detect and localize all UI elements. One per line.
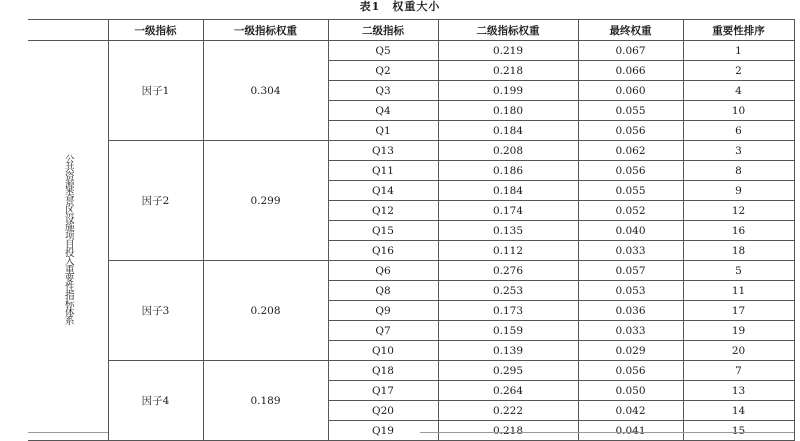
- header-rank: 重要性排序: [683, 20, 794, 41]
- indicator-code: Q9: [328, 301, 438, 321]
- indicator-code: Q11: [328, 161, 438, 181]
- indicator-code: Q16: [328, 241, 438, 261]
- factor-weight: 0.299: [203, 141, 328, 261]
- final-weight: 0.052: [578, 201, 683, 221]
- factor-weight: 0.304: [203, 41, 328, 141]
- final-weight: 0.057: [578, 261, 683, 281]
- indicator-weight: 0.218: [438, 421, 578, 441]
- indicator-code: Q8: [328, 281, 438, 301]
- indicator-code: Q6: [328, 261, 438, 281]
- indicator-weight: 0.112: [438, 241, 578, 261]
- header-level1: 一级指标: [108, 20, 203, 41]
- indicator-weight: 0.173: [438, 301, 578, 321]
- final-weight: 0.056: [578, 361, 683, 381]
- final-weight: 0.066: [578, 61, 683, 81]
- bottom-rule-left: [28, 432, 108, 433]
- indicator-code: Q2: [328, 61, 438, 81]
- importance-rank: 15: [683, 421, 794, 441]
- importance-rank: 17: [683, 301, 794, 321]
- final-weight: 0.042: [578, 401, 683, 421]
- indicator-code: Q1: [328, 121, 438, 141]
- table-row: [28, 261, 794, 281]
- final-weight: 0.033: [578, 241, 683, 261]
- indicator-code: Q18: [328, 361, 438, 381]
- indicator-weight: 0.159: [438, 321, 578, 341]
- header-blank: [28, 20, 108, 41]
- indicator-weight: 0.276: [438, 261, 578, 281]
- indicator-weight: 0.180: [438, 101, 578, 121]
- indicator-code: Q10: [328, 341, 438, 361]
- final-weight: 0.055: [578, 101, 683, 121]
- indicator-weight: 0.135: [438, 221, 578, 241]
- final-weight: 0.041: [578, 421, 683, 441]
- indicator-weight: 0.295: [438, 361, 578, 381]
- importance-rank: 20: [683, 341, 794, 361]
- indicator-weight: 0.186: [438, 161, 578, 181]
- importance-rank: 4: [683, 81, 794, 101]
- header-row: [28, 20, 794, 41]
- weight-table: [28, 19, 795, 441]
- indicator-code: Q15: [328, 221, 438, 241]
- final-weight: 0.056: [578, 161, 683, 181]
- indicator-weight: 0.139: [438, 341, 578, 361]
- indicator-weight: 0.219: [438, 41, 578, 61]
- final-weight: 0.036: [578, 301, 683, 321]
- indicator-code: Q7: [328, 321, 438, 341]
- final-weight: 0.060: [578, 81, 683, 101]
- final-weight: 0.055: [578, 181, 683, 201]
- indicator-weight: 0.174: [438, 201, 578, 221]
- importance-rank: 19: [683, 321, 794, 341]
- importance-rank: 11: [683, 281, 794, 301]
- indicator-weight: 0.208: [438, 141, 578, 161]
- indicator-weight: 0.199: [438, 81, 578, 101]
- indicator-weight: 0.184: [438, 121, 578, 141]
- table-row: [28, 361, 794, 381]
- header-final-weight: 最终权重: [578, 20, 683, 41]
- indicator-code: Q12: [328, 201, 438, 221]
- importance-rank: 12: [683, 201, 794, 221]
- indicator-code: Q13: [328, 141, 438, 161]
- indicator-weight: 0.222: [438, 401, 578, 421]
- final-weight: 0.033: [578, 321, 683, 341]
- final-weight: 0.040: [578, 221, 683, 241]
- importance-rank: 16: [683, 221, 794, 241]
- indicator-code: Q20: [328, 401, 438, 421]
- indicator-code: Q4: [328, 101, 438, 121]
- importance-rank: 14: [683, 401, 794, 421]
- header-level2-weight: 二级指标权重: [438, 20, 578, 41]
- importance-rank: 9: [683, 181, 794, 201]
- final-weight: 0.062: [578, 141, 683, 161]
- importance-rank: 7: [683, 361, 794, 381]
- indicator-code: Q19: [328, 421, 438, 441]
- factor-name: 因子4: [108, 361, 203, 441]
- factor-name: 因子3: [108, 261, 203, 361]
- indicator-code: Q14: [328, 181, 438, 201]
- factor-weight: 0.208: [203, 261, 328, 361]
- indicator-code: Q17: [328, 381, 438, 401]
- importance-rank: 6: [683, 121, 794, 141]
- importance-rank: 1: [683, 41, 794, 61]
- system-label-cell: [28, 41, 108, 441]
- factor-name: 因子1: [108, 41, 203, 141]
- importance-rank: 18: [683, 241, 794, 261]
- final-weight: 0.050: [578, 381, 683, 401]
- importance-rank: 8: [683, 161, 794, 181]
- system-label: 公共资源类景区设施项目投入重要性指标体系: [62, 154, 74, 324]
- table-body: [28, 41, 794, 441]
- final-weight: 0.053: [578, 281, 683, 301]
- indicator-code: Q5: [328, 41, 438, 61]
- final-weight: 0.056: [578, 121, 683, 141]
- header-level2: 二级指标: [328, 20, 438, 41]
- table-row: [28, 41, 794, 61]
- importance-rank: 2: [683, 61, 794, 81]
- importance-rank: 3: [683, 141, 794, 161]
- header-level1-weight: 一级指标权重: [203, 20, 328, 41]
- bottom-rule-right: [420, 432, 794, 433]
- importance-rank: 5: [683, 261, 794, 281]
- factor-weight: 0.189: [203, 361, 328, 441]
- table-row: [28, 141, 794, 161]
- indicator-weight: 0.264: [438, 381, 578, 401]
- indicator-weight: 0.218: [438, 61, 578, 81]
- indicator-code: Q3: [328, 81, 438, 101]
- importance-rank: 10: [683, 101, 794, 121]
- final-weight: 0.029: [578, 341, 683, 361]
- indicator-weight: 0.253: [438, 281, 578, 301]
- factor-name: 因子2: [108, 141, 203, 261]
- importance-rank: 13: [683, 381, 794, 401]
- table-caption: 表1 权重大小: [359, 0, 441, 13]
- indicator-weight: 0.184: [438, 181, 578, 201]
- final-weight: 0.067: [578, 41, 683, 61]
